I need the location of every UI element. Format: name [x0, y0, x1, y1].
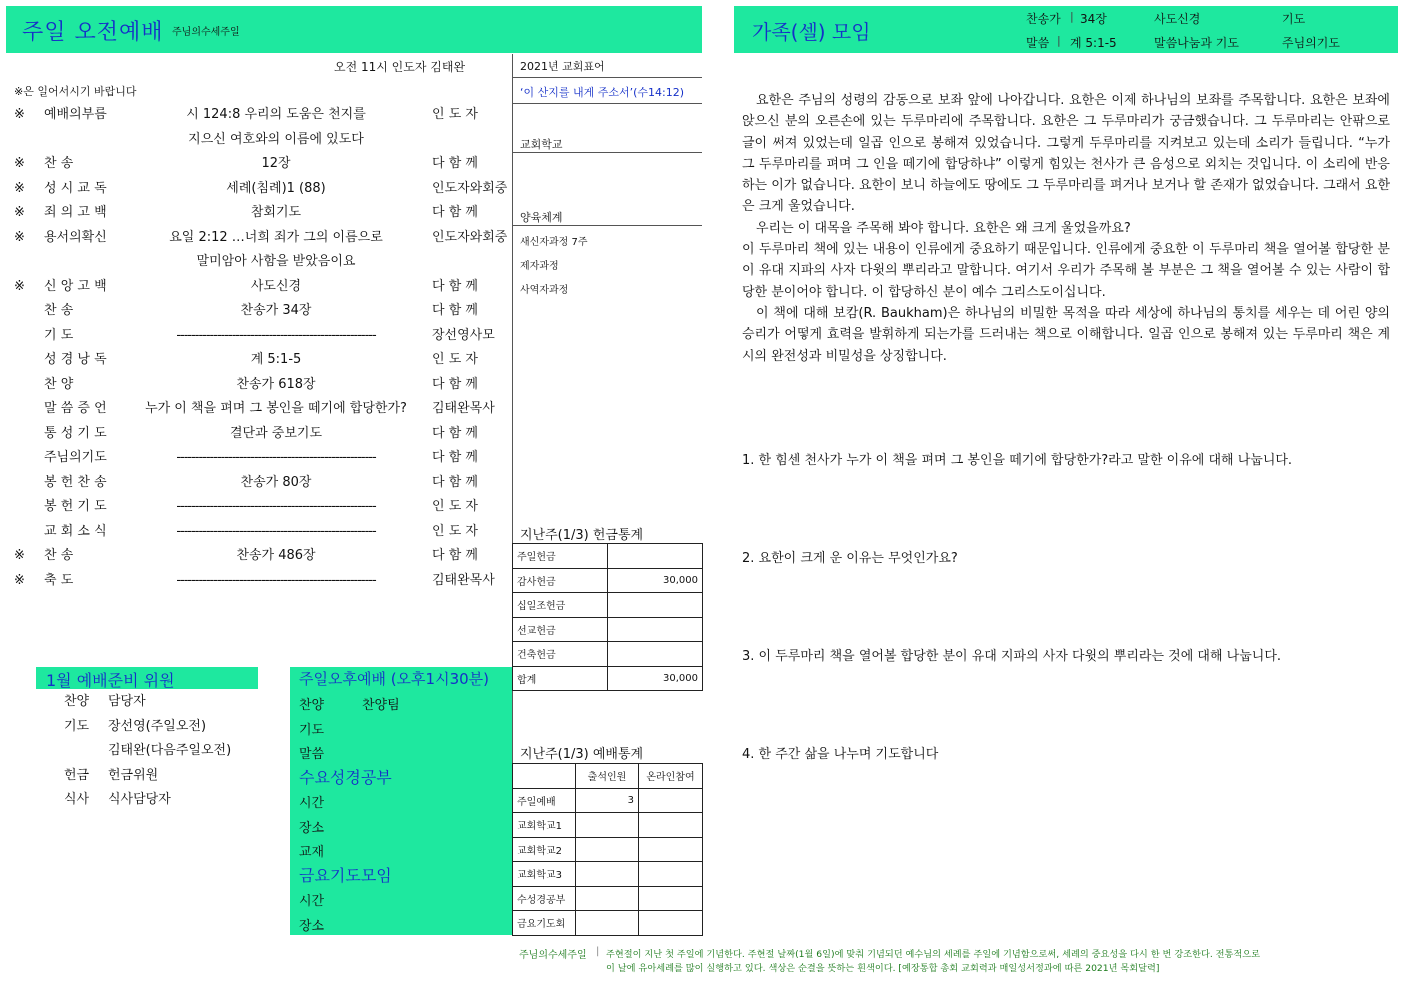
attendance-present [576, 886, 639, 911]
footer-text-line1: 주현절이 지난 첫 주일에 기념한다. 주현절 날짜(1월 6일)에 맞춰 기념되던 예수님의 세례를 주일에 기념함으로써, 세례의 중요성을 다시 한 번 강조한다. 전통적으로 [606, 949, 1261, 960]
stand-mark: ※ [14, 205, 25, 220]
attendance-online [639, 886, 703, 911]
attendance-row [513, 813, 703, 838]
worship-row [0, 495, 512, 519]
discussion-question-3: 3. 이 두루마리 책을 열어볼 합당한 분이 유대 지파의 사자 다윗의 뿌리라는 것에 대해 나눕니다. [742, 649, 1282, 664]
worship-item: 용서의확신 [44, 229, 107, 245]
attendance-header-row [513, 764, 703, 789]
lords-prayer: 주님의기도 [1282, 36, 1340, 50]
offering-title: 지난주(1/3) 헌금통계 [520, 528, 644, 543]
worship-row [0, 520, 512, 544]
worship-content: 누가 이 책을 펴며 그 봉인을 떼기에 합당한가? [145, 401, 407, 416]
worship-leader: 인 도 자 [432, 352, 478, 367]
worship-content: 찬송가 486장 [236, 548, 316, 563]
worship-content: 지으신 여호와의 이름에 있도다 [188, 131, 364, 147]
attendance-label: 금요기도회 [513, 911, 576, 936]
attendance-label: 수성경공부 [513, 886, 576, 911]
worship-row [0, 471, 512, 495]
header-band-left [6, 6, 702, 53]
worship-row [0, 177, 512, 201]
worship-leader: 인도자와회중 [432, 229, 508, 245]
worship-row [0, 250, 512, 274]
offering-row [513, 568, 703, 593]
worship-content: ------------------------------------------------------ [176, 450, 376, 465]
attendance-label: 교회학교2 [513, 837, 576, 862]
church-motto: ‘이 산지를 내게 주소서’(수14:12) [520, 86, 685, 99]
stand-mark: ※ [14, 180, 25, 196]
friday-prayer-list [290, 886, 512, 936]
worship-item: 찬 양 [44, 376, 74, 392]
prep-committee-header [36, 667, 258, 689]
worship-content: 시 124:8 우리의 도움은 천지를 [186, 107, 366, 122]
worship-leader: 인 도 자 [432, 499, 478, 514]
worship-content: 참회기도 [250, 205, 302, 220]
wednesday-field: 장소 [299, 820, 325, 836]
worship-content: ------------------------------------------------------ [176, 499, 376, 514]
worship-leader: 인 도 자 [432, 523, 478, 539]
offering-row [513, 593, 703, 618]
attendance-head-present: 출석인원 [576, 764, 639, 789]
offering-row [513, 544, 703, 569]
worship-row [0, 299, 512, 323]
worship-row [0, 152, 512, 176]
worship-item: 기 도 [44, 327, 74, 343]
offering-amount: 30,000 [608, 666, 703, 691]
worship-content: 찬송가 80장 [240, 474, 312, 490]
meditation-paragraph: 이 책에 대해 보캄(R. Baukham)은 하나님의 비밀한 목적을 따라 세상에 하나님의 통치를 세우는 데 어린 양의 승리가 어떻게 효력을 발휘하게 되는가를 드러내는 책으로 이해합니다. 일곱 인으로 봉해져 있는 두루마리 책은 계시의 완전성과 비밀성을 상징합니다. [742, 305, 1390, 364]
scripture: 계 5:1-5 [1070, 36, 1117, 50]
worship-row [0, 373, 512, 397]
page-title: 주일 오전예배 [22, 20, 164, 45]
worship-row [0, 324, 512, 348]
meditation-paragraph: 우리는 이 대목을 주목해 봐야 합니다. 요한은 왜 크게 울었을까요? [756, 220, 1131, 236]
attendance-label: 주일예배 [513, 788, 576, 813]
motto-year: 2021년 교회표어 [520, 60, 605, 73]
attendance-present [576, 813, 639, 838]
weekday-panel [290, 667, 512, 935]
attendance-table [512, 763, 703, 936]
offering-label: 선교헌금 [513, 617, 608, 642]
worship-leader: 장선영사모 [432, 327, 495, 343]
church-school: 교회학교 [520, 138, 563, 151]
header-divider: | [1070, 10, 1074, 23]
stand-mark: ※ [14, 107, 25, 122]
worship-content: 사도신경 [250, 278, 302, 294]
word-sharing: 말씀나눔과 기도 [1154, 36, 1239, 50]
worship-item: 찬 송 [44, 303, 74, 318]
worship-content: 요일 2:12 …너희 죄가 그의 이름으로 [169, 229, 383, 245]
afternoon-label: 기도 [299, 722, 325, 738]
offering-label: 감사헌금 [513, 568, 608, 593]
worship-item: 죄 의 고 백 [44, 205, 107, 220]
offering-amount [608, 593, 703, 618]
prep-person: 장선영(주일오전) [108, 718, 207, 734]
prep-person: 헌금위원 [108, 767, 159, 783]
nurture-system: 양육체계 [520, 211, 563, 224]
friday-field: 장소 [299, 918, 325, 934]
worship-leader: 인 도 자 [432, 107, 478, 122]
worship-row [0, 446, 512, 470]
worship-item: 봉 헌 기 도 [44, 499, 107, 514]
prep-role: 찬양 [64, 694, 90, 709]
attendance-online [639, 788, 703, 813]
worship-item: 찬 송 [44, 548, 74, 563]
offering-amount [608, 617, 703, 642]
prep-role: 식사 [64, 792, 90, 807]
worship-row [0, 544, 512, 568]
attendance-row [513, 837, 703, 862]
worship-leader: 김태완목사 [432, 401, 495, 416]
word-label: 말씀 [1026, 36, 1050, 50]
worship-row [0, 103, 512, 127]
wednesday-field: 교재 [299, 845, 325, 860]
worship-item: 찬 송 [44, 156, 74, 171]
offering-label: 십일조헌금 [513, 593, 608, 618]
prep-committee-title: 1월 예배준비 위원 [46, 671, 175, 690]
stand-mark: ※ [14, 156, 25, 171]
worship-leader: 다 함 께 [432, 450, 478, 465]
prep-person: 식사담당자 [108, 792, 171, 807]
wednesday-study-list [290, 788, 512, 862]
worship-row [0, 422, 512, 446]
prayer: 기도 [1282, 12, 1306, 26]
prep-committee-list [0, 690, 280, 820]
offering-label: 합계 [513, 666, 608, 691]
attendance-online [639, 911, 703, 936]
footer-divider: | [596, 946, 600, 957]
order-of-worship [0, 103, 512, 593]
nurture-item: 제자과정 [520, 261, 559, 272]
worship-item: 봉 헌 찬 송 [44, 474, 107, 490]
prep-person: 담당자 [108, 694, 146, 709]
worship-leader: 다 함 께 [432, 376, 478, 392]
worship-content: ------------------------------------------------------ [176, 523, 376, 539]
attendance-label: 교회학교1 [513, 813, 576, 838]
afternoon-label: 찬양 [299, 698, 325, 713]
offering-label: 건축헌금 [513, 642, 608, 667]
prep-role: 헌금 [64, 767, 90, 783]
worship-item: 말 씀 증 언 [44, 401, 107, 416]
worship-leader: 다 함 께 [432, 205, 478, 220]
afternoon-value: 찬양팀 [362, 698, 400, 713]
nurture-item: 새신자과정 7주 [520, 237, 588, 248]
worship-row [0, 128, 512, 152]
attendance-corner [513, 764, 576, 789]
footer-text-line2: 이 날에 유아세례를 많이 실행하고 있다. 색상은 순결을 뜻하는 흰색이다. [예장통합 총회 교회력과 매일성서정과에 따른 2021년 목회달력] [606, 963, 1160, 974]
rule [512, 77, 702, 78]
worship-leader: 인도자와회중 [432, 180, 508, 196]
attendance-present: 3 [576, 788, 639, 813]
offering-label: 주일헌금 [513, 544, 608, 569]
afternoon-label: 말씀 [299, 747, 325, 762]
worship-content: 계 5:1-5 [250, 352, 302, 367]
friday-field: 시간 [299, 894, 325, 909]
worship-row [0, 201, 512, 225]
attendance-row [513, 788, 703, 813]
worship-leader: 다 함 께 [432, 278, 478, 294]
wednesday-bible-study-title: 수요성경공부 [299, 768, 392, 787]
worship-content: 찬송가 34장 [240, 303, 312, 318]
worship-content: 결단과 중보기도 [229, 425, 323, 441]
friday-prayer-title: 금요기도모임 [299, 866, 392, 885]
offering-row [513, 666, 703, 691]
worship-content: ------------------------------------------------------ [176, 572, 376, 588]
attendance-row [513, 886, 703, 911]
attendance-row [513, 911, 703, 936]
worship-leader: 다 함 께 [432, 425, 478, 441]
stand-mark: ※ [14, 572, 25, 588]
worship-leader: 다 함 께 [432, 156, 478, 171]
worship-leader: 다 함 께 [432, 474, 478, 490]
attendance-online [639, 813, 703, 838]
worship-content: 말미암아 사함을 받았음이요 [196, 254, 356, 269]
header-divider: | [1057, 34, 1061, 47]
worship-row [0, 348, 512, 372]
discussion-question-4: 4. 한 주간 삶을 나누며 기도합니다 [742, 747, 939, 762]
nurture-item: 사역자과정 [520, 285, 569, 296]
worship-item: 주님의기도 [44, 450, 107, 465]
offering-amount [608, 642, 703, 667]
footer-label: 주님의수세주일 [519, 950, 587, 961]
attendance-title: 지난주(1/3) 예배통계 [520, 747, 644, 762]
offering-amount: 30,000 [608, 568, 703, 593]
header-band-right [734, 6, 1398, 53]
attendance-label: 교회학교3 [513, 862, 576, 887]
meditation-text [742, 90, 1390, 367]
rule [512, 225, 702, 226]
worship-leader: 다 함 께 [432, 303, 478, 318]
worship-row [0, 397, 512, 421]
worship-row [0, 226, 512, 250]
hymn-label: 찬송가 [1026, 12, 1061, 26]
afternoon-service-list [290, 690, 512, 764]
offering-table [512, 543, 703, 691]
worship-content: 찬송가 618장 [236, 376, 316, 392]
worship-item: 예배의부름 [44, 107, 107, 122]
discussion-question-1: 1. 한 힘센 천사가 누가 이 책을 펴며 그 봉인을 떼기에 합당한가?라고 말한 이유에 대해 나눕니다. [742, 453, 1293, 468]
stand-mark: ※ [14, 548, 25, 563]
worship-item: 축 도 [44, 572, 74, 588]
meditation-paragraph: 이 두루마리 책에 있는 내용이 인류에게 중요하기 때문입니다. 인류에게 중요한 이 두루마리 책을 열어볼 합당한 분이 유대 지파의 사자 다윗의 뿌리라고 말합니다. 여기서 우리가 주목해 볼 부분은 그 책을 열어볼 수 있는 사람이 합당한 분이어야 합니다. 이 합당하신 분이 예수 그리스도이십니다. [742, 242, 1390, 300]
attendance-present [576, 862, 639, 887]
prep-role: 기도 [64, 718, 90, 734]
afternoon-service-title: 주일오후예배 (오후1시30분) [299, 670, 490, 688]
worship-row [0, 275, 512, 299]
discussion-question-2: 2. 요한이 크게 운 이유는 무엇인가요? [742, 551, 958, 566]
standing-note: ※은 일어서시기 바랍니다 [14, 85, 137, 98]
prep-person: 김태완(다음주일오전) [108, 743, 232, 758]
attendance-online [639, 862, 703, 887]
worship-content: 12장 [261, 156, 291, 171]
wednesday-field: 시간 [299, 796, 325, 811]
stand-mark: ※ [14, 278, 25, 294]
attendance-row [513, 862, 703, 887]
offering-amount [608, 544, 703, 569]
worship-content: ------------------------------------------------------ [176, 327, 376, 343]
rule [512, 152, 702, 153]
page-subtitle: 주님의수세주일 [172, 27, 240, 38]
rule [512, 103, 702, 104]
service-time-leader: 오전 11시 인도자 김태완 [334, 60, 466, 74]
worship-item: 신 앙 고 백 [44, 278, 107, 294]
offering-row [513, 617, 703, 642]
worship-item: 성 시 교 독 [44, 180, 107, 196]
attendance-head-online: 온라인참여 [639, 764, 703, 789]
meditation-paragraph: 요한은 주님의 성령의 감동으로 보좌 앞에 나아갑니다. 요한은 이제 하나님의 보좌를 주목합니다. 요한은 보좌에 앉으신 분의 오른손에 있는 두루마리에 주목합니다. 요한은 그 두루마리가 궁금했습니다. 그 두루마리는 안팎으로 글이 써져 있었는데 일곱 인으로 봉해져 있었습니다. 그렇게 두루마리를 지켜보고 있는데 소리가 들립니다. “누가 그 두루마리를 펴며 그 인을 떼기에 합당하냐” 이렇게 힘있는 천사가 큰 음성으로 외치는 것입니다. 이 소리에 반응하는 이가 없습니다. 요한이 보니 하늘에도 땅에도 그 두루마리를 펴거나 보거나 할 존재가 없었습니다. 그래서 요한은 크게 울었습니다. [742, 93, 1390, 215]
cell-meeting-title: 가족(셀) 모임 [752, 20, 871, 44]
worship-item: 성 경 낭 독 [44, 352, 107, 367]
attendance-present [576, 837, 639, 862]
creed: 사도신경 [1154, 12, 1201, 26]
worship-item: 교 회 소 식 [44, 523, 107, 539]
stand-mark: ※ [14, 229, 25, 245]
worship-leader: 김태완목사 [432, 572, 495, 588]
attendance-online [639, 837, 703, 862]
worship-leader: 다 함 께 [432, 548, 478, 563]
worship-item: 통 성 기 도 [44, 425, 107, 441]
hymn-number: 34장 [1080, 12, 1107, 26]
attendance-present [576, 911, 639, 936]
offering-row [513, 642, 703, 667]
worship-content: 세례(침례)1 (88) [226, 180, 326, 196]
worship-row [0, 569, 512, 593]
